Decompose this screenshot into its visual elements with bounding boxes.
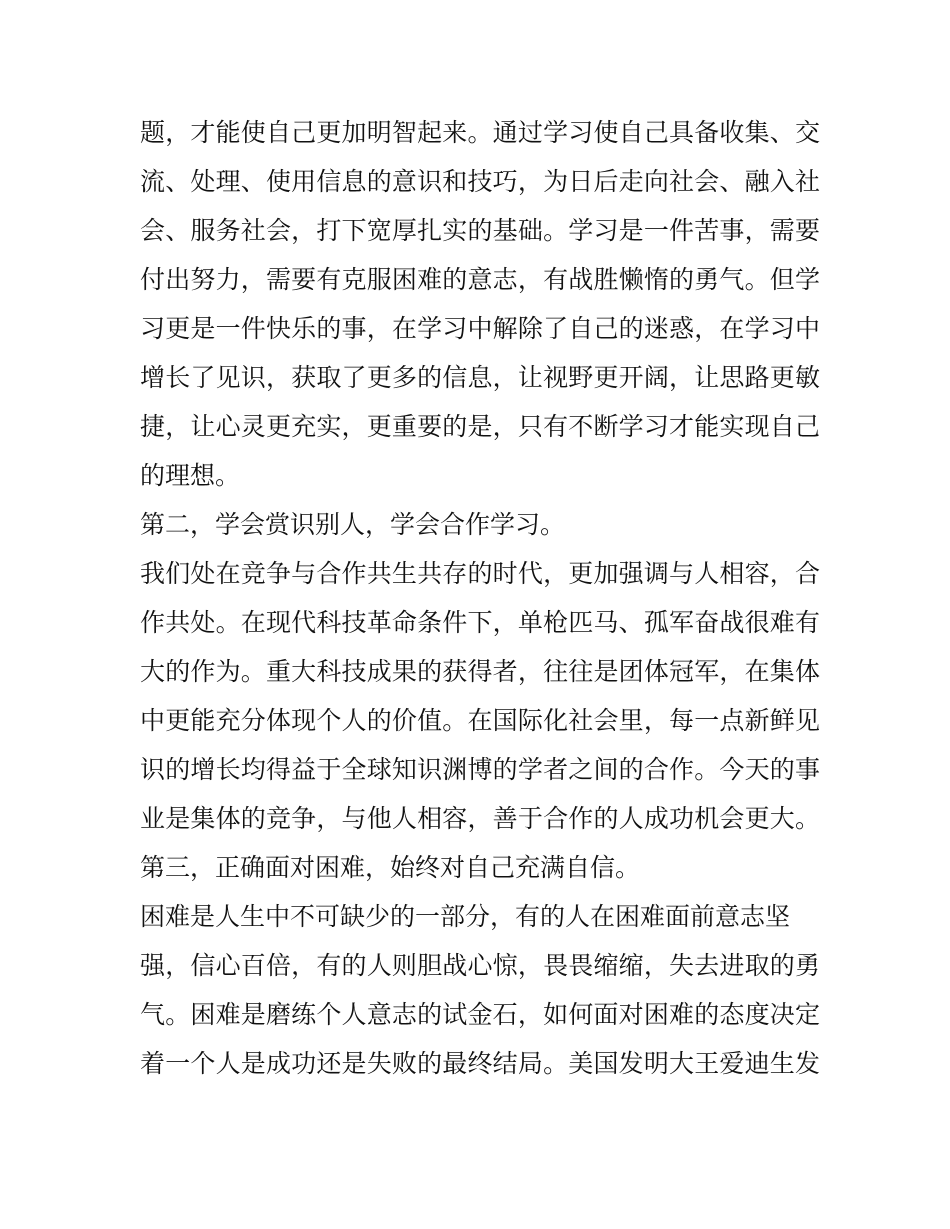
text-line: 业是集体的竞争，与他人相容，善于合作的人成功机会更大。	[140, 804, 820, 833]
text-line: 困难是人生中不可缺少的一部分，有的人在困难面前意志坚	[140, 902, 791, 931]
text-line: 题，才能使自己更加明智起来。通过学习使自己具备收集、交	[140, 118, 820, 147]
text-line: 大的作为。重大科技成果的获得者，往往是团体冠军，在集体	[140, 657, 820, 686]
body-text	[140, 108, 820, 1088]
text-line: 着一个人是成功还是失败的最终结局。美国发明大王爱迪生发	[140, 1049, 820, 1078]
text-line: 作共处。在现代科技革命条件下，单枪匹马、孤军奋战很难有	[140, 608, 820, 637]
section-heading: 第二，学会赏识别人，学会合作学习。	[140, 510, 566, 539]
text-line: 增长了见识，获取了更多的信息，让视野更开阔，让思路更敏	[140, 363, 820, 392]
text-line: 捷，让心灵更充实，更重要的是，只有不断学习才能实现自己	[140, 412, 820, 441]
text-line: 的理想。	[140, 461, 241, 490]
text-line: 付出努力，需要有克服困难的意志，有战胜懒惰的勇气。但学	[140, 265, 820, 294]
text-line: 强，信心百倍，有的人则胆战心惊，畏畏缩缩，失去进取的勇	[140, 951, 820, 980]
text-line: 习更是一件快乐的事，在学习中解除了自己的迷惑，在学习中	[140, 314, 820, 343]
text-line: 识的增长均得益于全球知识渊博的学者之间的合作。今天的事	[140, 755, 820, 784]
text-line: 气。困难是磨练个人意志的试金石，如何面对困难的态度决定	[140, 1000, 820, 1029]
text-line: 会、服务社会，打下宽厚扎实的基础。学习是一件苦事，需要	[140, 216, 820, 245]
text-line: 中更能充分体现个人的价值。在国际化社会里，每一点新鲜见	[140, 706, 820, 735]
text-line: 流、处理、使用信息的意识和技巧，为日后走向社会、融入社	[140, 167, 820, 196]
text-line: 我们处在竞争与合作共生共存的时代，更加强调与人相容，合	[140, 559, 820, 588]
section-heading: 第三，正确面对困难，始终对自己充满自信。	[140, 853, 641, 882]
